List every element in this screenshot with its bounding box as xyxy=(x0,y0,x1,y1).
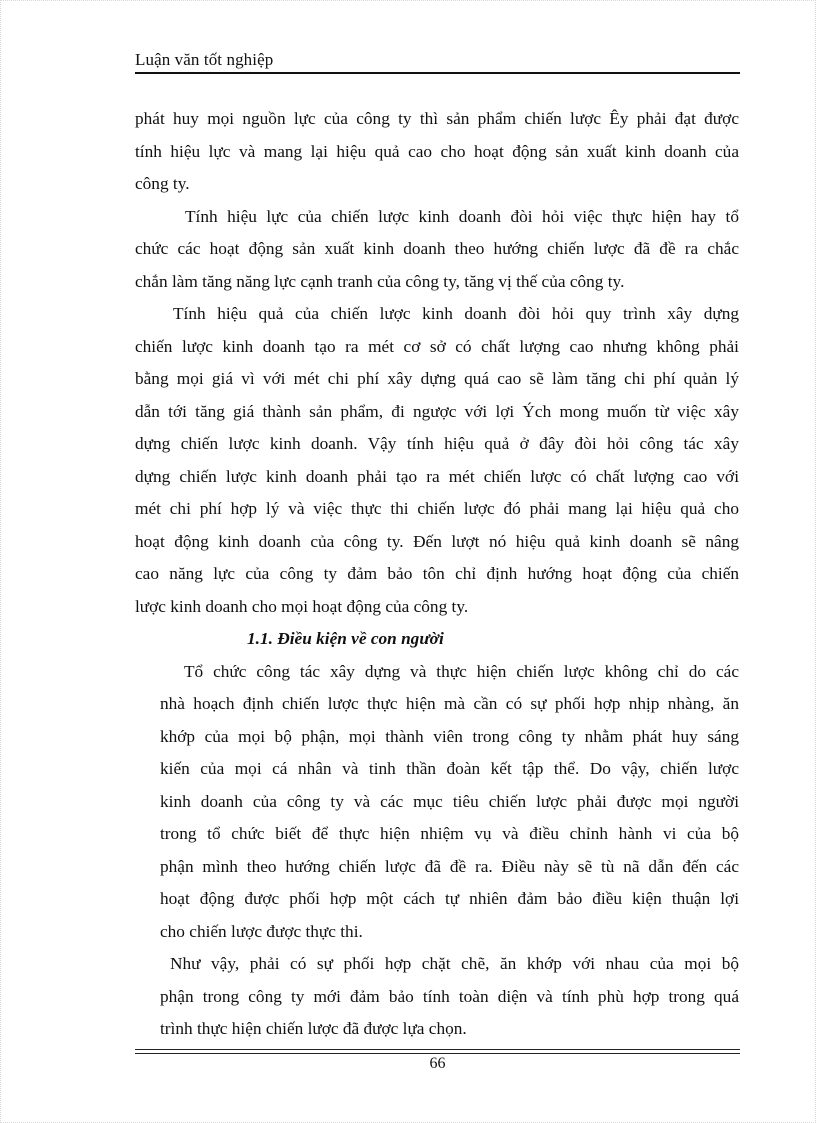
paragraph-2 xyxy=(135,201,739,299)
text-line: hoạt động được phối hợp một cách tự nhiên đảm bảo điều kiện thuận lợi xyxy=(160,889,739,908)
text-line: phận trong công ty mới đảm bảo tính toàn diện và tính phù hợp trong quá xyxy=(160,986,739,1006)
paragraph-3 xyxy=(135,298,739,623)
page-number: 66 xyxy=(429,1055,446,1072)
text-line: mét chi phí hợp lý và việc thực thi chiến lược đó phải mang lại hiệu quả cho xyxy=(135,499,739,518)
text-line: tính hiệu lực và mang lại hiệu quả cao cho hoạt động sản xuất kinh doanh của xyxy=(135,141,739,161)
paragraph-1 xyxy=(135,103,739,201)
text-line: cho chiến lược được thực thi. xyxy=(160,921,363,941)
text-line: Tổ chức công tác xây dựng và thực hiện chiến lược không chỉ do các xyxy=(184,661,739,681)
text-line: Tính hiệu lực của chiến lược kinh doanh đòi hỏi việc thực hiện hay tổ xyxy=(185,206,739,226)
page-header xyxy=(135,48,740,74)
text-line: dẫn tới tăng giá thành sản phẩm, đi ngược với lợi Ých mong muốn từ việc xây xyxy=(135,401,739,421)
section-heading: 1.1. Điều kiện về con người xyxy=(247,629,444,648)
text-line: chức các hoạt động sản xuất kinh doanh theo hướng chiến lược đã đề ra chắc xyxy=(135,239,739,258)
text-line: kinh doanh của công ty và các mục tiêu chiến lược phải được mọi người xyxy=(160,791,739,811)
text-line: lược kinh doanh cho mọi hoạt động của công ty. xyxy=(135,596,469,616)
text-line: công ty. xyxy=(135,174,190,193)
header-title: Luận văn tốt nghiệp xyxy=(135,50,274,69)
text-line: dựng chiến lược kinh doanh. Vậy tính hiệu quả ở đây đòi hỏi công tác xây xyxy=(135,434,739,453)
text-line: khớp của mọi bộ phận, mọi thành viên trong công ty nhằm phát huy sáng xyxy=(160,726,739,746)
text-line: chắn làm tăng năng lực cạnh tranh của công ty, tăng vị thế của công ty. xyxy=(135,271,625,291)
footer-rule xyxy=(135,1049,740,1054)
text-line: trong tổ chức biết để thực hiện nhiệm vụ và điều chỉnh hành vi của bộ xyxy=(160,824,739,843)
text-line: dựng chiến lược kinh doanh phải tạo ra mét chiến lược có chất lượng cao với xyxy=(135,466,739,486)
text-line: cao năng lực của công ty đảm bảo tôn chỉ định hướng hoạt động của chiến xyxy=(135,564,739,583)
text-line: phát huy mọi nguồn lực của công ty thì sản phẩm chiến lược Êy phải đạt được xyxy=(135,109,739,128)
text-line: phận mình theo hướng chiến lược đã đề ra. Điều này sẽ tù nã dẫn đến các xyxy=(160,856,739,876)
text-line: Như vậy, phải có sự phối hợp chặt chẽ, ăn khớp với nhau của mọi bộ xyxy=(170,954,739,973)
paragraph-4 xyxy=(160,656,739,949)
text-line: nhà hoạch định chiến lược thực hiện mà cần có sự phối hợp nhịp nhàng, ăn xyxy=(160,694,739,713)
text-line: bằng mọi giá vì với mét chi phí xây dựng quá cao sẽ làm tăng chi phí quản lý xyxy=(135,369,739,388)
text-line: kiến của mọi cá nhân và tinh thần đoàn kết tập thể. Do vậy, chiến lược xyxy=(160,759,739,778)
paragraph-5 xyxy=(160,948,739,1046)
document-body xyxy=(135,103,739,1046)
text-line: trình thực hiện chiến lược đã được lựa chọn. xyxy=(160,1019,467,1038)
text-line: hoạt động kinh doanh của công ty. Đến lượt nó hiệu quả kinh doanh sẽ nâng xyxy=(135,531,739,551)
text-line: chiến lược kinh doanh tạo ra mét cơ sở có chất lượng cao nhưng không phải xyxy=(135,336,739,356)
text-line: Tính hiệu quả của chiến lược kinh doanh đòi hỏi quy trình xây dựng xyxy=(173,304,739,323)
